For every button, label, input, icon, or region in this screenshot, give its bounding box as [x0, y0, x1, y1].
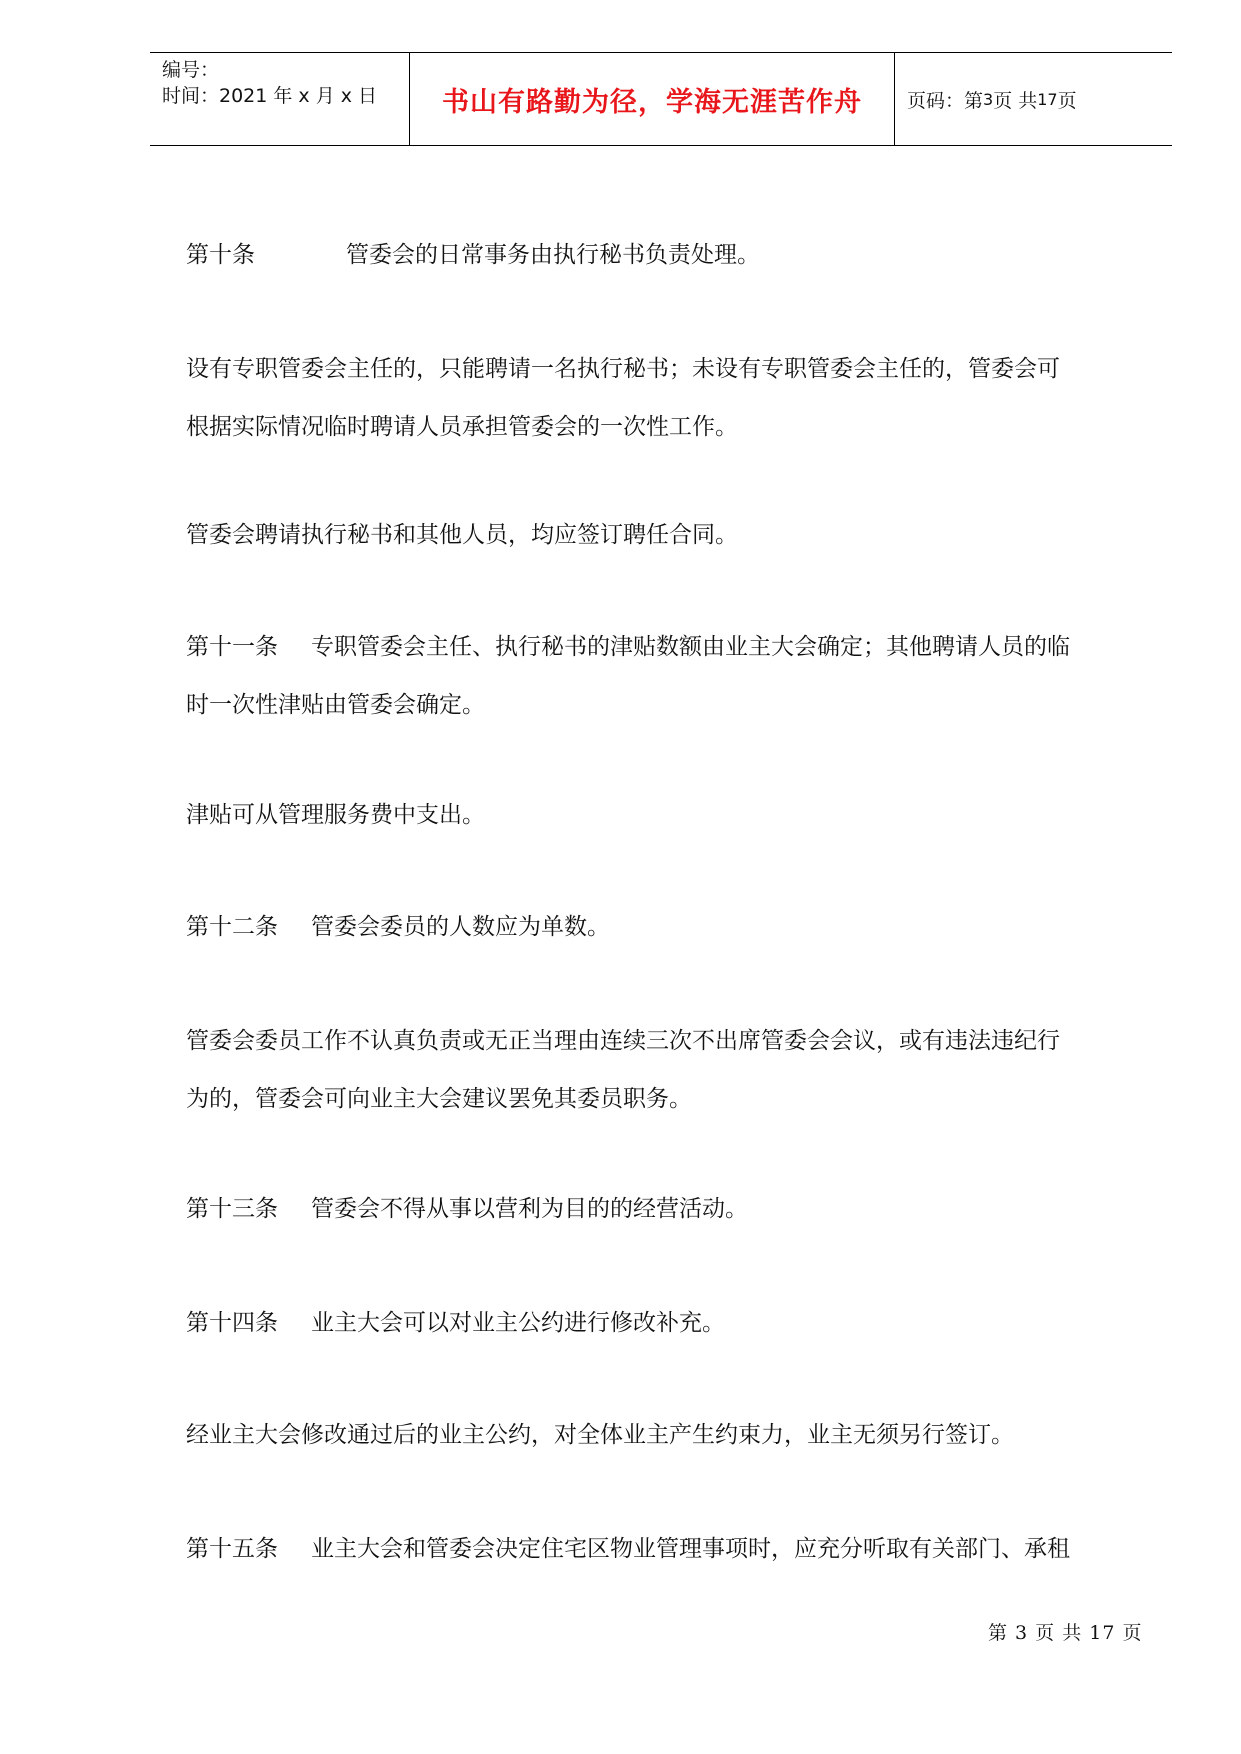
paragraph: [186, 786, 1136, 844]
article-13: [186, 1180, 1136, 1238]
article-label: 第十一条: [186, 634, 278, 660]
doc-time-label: 时间：2021 年 x 月 x 日: [162, 85, 378, 107]
paragraph-line: 时一次性津贴由管委会确定。: [186, 692, 485, 718]
page-header: [150, 52, 1172, 146]
paragraph-line: 专职管委会主任、执行秘书的津贴数额由业主大会确定；其他聘请人员的临: [311, 634, 1070, 660]
doc-number-label: 编号：: [162, 59, 220, 81]
page-total-number: 17: [1037, 89, 1058, 109]
page-mid: 页 共: [993, 89, 1038, 112]
page-footer: 第 3 页 共 17 页: [988, 1622, 1143, 1644]
page-prefix: 页码：第: [907, 89, 984, 112]
paragraph-line: 设有专职管委会主任的，只能聘请一名执行秘书；未设有专职管委会主任的，管委会可: [186, 356, 1060, 382]
article-15: [186, 1520, 1136, 1578]
paragraph-line: 管委会聘请执行秘书和其他人员，均应签订聘任合同。: [186, 522, 738, 548]
paragraph: [186, 1012, 1136, 1128]
paragraph: [186, 1406, 1136, 1464]
paragraph-line: 管委会委员的人数应为单数。: [311, 914, 610, 940]
header-motto-cell: [409, 53, 895, 145]
page-suffix: 页: [1057, 89, 1077, 112]
paragraph-line: 管委会不得从事以营利为目的的经营活动。: [311, 1196, 748, 1222]
paragraph-line: 业主大会可以对业主公约进行修改补充。: [311, 1310, 725, 1336]
article-14: [186, 1294, 1136, 1352]
article-10: [186, 226, 1136, 284]
article-label: 第十五条: [186, 1536, 278, 1562]
paragraph-line: 业主大会和管委会决定住宅区物业管理事项时，应充分听取有关部门、承租: [311, 1536, 1070, 1562]
header-page-info: [895, 53, 1172, 145]
paragraph: [186, 340, 1136, 456]
paragraph-line: 管委会委员工作不认真负责或无正当理由连续三次不出席管委会会议，或有违法违纪行: [186, 1028, 1060, 1054]
article-11: [186, 618, 1136, 734]
page-current-number: 3: [983, 89, 994, 109]
header-motto: 书山有路勤为径，学海无涯苦作舟: [442, 86, 862, 118]
paragraph-line: 津贴可从管理服务费中支出。: [186, 802, 485, 828]
paragraph: [186, 506, 1136, 564]
article-label: 第十二条: [186, 914, 278, 940]
header-meta: [150, 53, 410, 145]
paragraph-line: 经业主大会修改通过后的业主公约，对全体业主产生约束力，业主无须另行签订。: [186, 1422, 1014, 1448]
paragraph-line: 为的，管委会可向业主大会建议罢免其委员职务。: [186, 1086, 692, 1112]
article-label: 第十三条: [186, 1196, 278, 1222]
paragraph-line: 根据实际情况临时聘请人员承担管委会的一次性工作。: [186, 414, 738, 440]
article-12: [186, 898, 1136, 956]
paragraph-line: 管委会的日常事务由执行秘书负责处理。: [346, 242, 760, 268]
article-label: 第十四条: [186, 1310, 278, 1336]
article-label: 第十条: [186, 242, 255, 268]
